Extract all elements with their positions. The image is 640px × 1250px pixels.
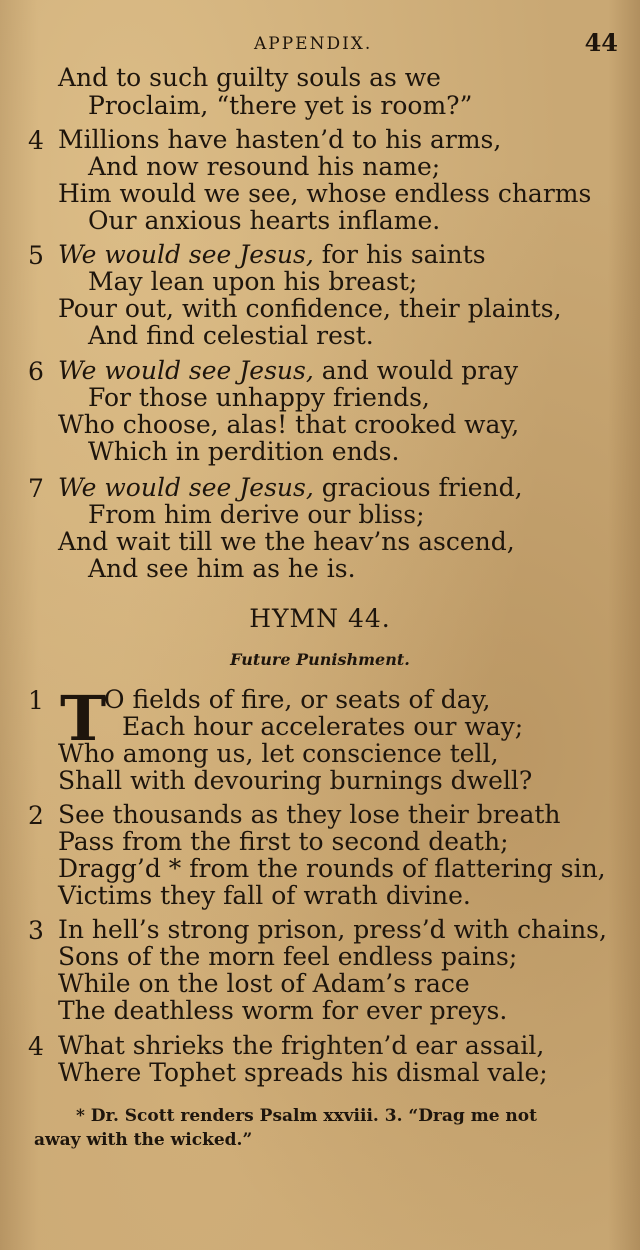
verse-line: In hell’s strong prison, press’d with chains, [58,915,607,944]
verse-line: Victims they fall of wrath divine. [58,881,471,910]
hymn-subtitle: Future Punishment. [230,650,410,669]
verse-line-italic-lead: We would see Jesus, [58,356,314,385]
verse-line-first [58,357,518,385]
verse-line-italic-lead: We would see Jesus, [58,473,314,502]
verse-line: Who among us, let conscience tell, [58,739,499,768]
stanza-number: 7 [28,474,44,503]
verse-line: Where Tophet spreads his dismal vale; [58,1058,548,1087]
verse-line: The deathless worm for ever preys. [58,996,508,1025]
verse-line: And wait till we the heav’ns ascend, [58,527,515,556]
verse-line: For those unhappy friends, [88,383,430,412]
page-header [0,28,640,62]
page-number: 44 [584,28,618,57]
verse-line: Shall with devouring burnings dwell? [58,766,533,795]
verse-line: Which in perdition ends. [88,437,400,466]
hymn-title: HYMN 44. [249,604,391,633]
verse-line: While on the lost of Adam’s race [58,969,470,998]
footnote-line: * Dr. Scott renders Psalm xxviii. 3. “Drag me not [76,1106,537,1126]
stanza-number: 1 [28,686,44,715]
stanza-number: 4 [28,126,44,155]
verse-line-first [58,474,523,502]
verse-line-rest: for his saints [313,240,486,269]
verse-line: Dragg’d * from the rounds of flattering sin, [58,854,606,883]
verse-line-rest: and would pray [313,356,519,385]
verse-line: O fields of fire, or seats of day, [104,685,491,714]
running-head: APPENDIX. [254,34,373,54]
verse-line-first [58,241,486,269]
verse-line: What shrieks the frighten’d ear assail, [58,1031,545,1060]
verse-line: And see him as he is. [88,554,356,583]
verse-line: And find celestial rest. [88,321,374,350]
stanza-number: 3 [28,916,44,945]
drop-cap: T [60,682,107,755]
verse-line: Sons of the morn feel endless pains; [58,942,518,971]
verse-line-italic-lead: We would see Jesus, [58,240,314,269]
stanza-number: 2 [28,801,44,830]
verse-line: Each hour accelerates our way; [122,712,524,741]
verse-line: Pour out, with confidence, their plaints, [58,294,562,323]
verse-line: Who choose, alas! that crooked way, [58,410,520,439]
verse-line: Millions have hasten’d to his arms, [58,125,502,154]
verse-line: From him derive our bliss; [88,500,425,529]
verse-line: See thousands as they lose their breath [58,800,561,829]
verse-line: Proclaim, “there yet is room?” [88,91,473,120]
stanza-number: 6 [28,357,44,386]
verse-line-rest: gracious friend, [313,473,523,502]
stanza-number: 5 [28,241,44,270]
verse-line: Pass from the first to second death; [58,827,509,856]
verse-line: Him would we see, whose endless charms [58,179,592,208]
verse-line: Our anxious hearts inflame. [88,206,441,235]
verse-line: And now resound his name; [88,152,441,181]
verse-line: And to such guilty souls as we [58,63,441,92]
verse-line: May lean upon his breast; [88,267,418,296]
footnote-line: away with the wicked.” [34,1130,253,1150]
stanza-number: 4 [28,1032,44,1061]
